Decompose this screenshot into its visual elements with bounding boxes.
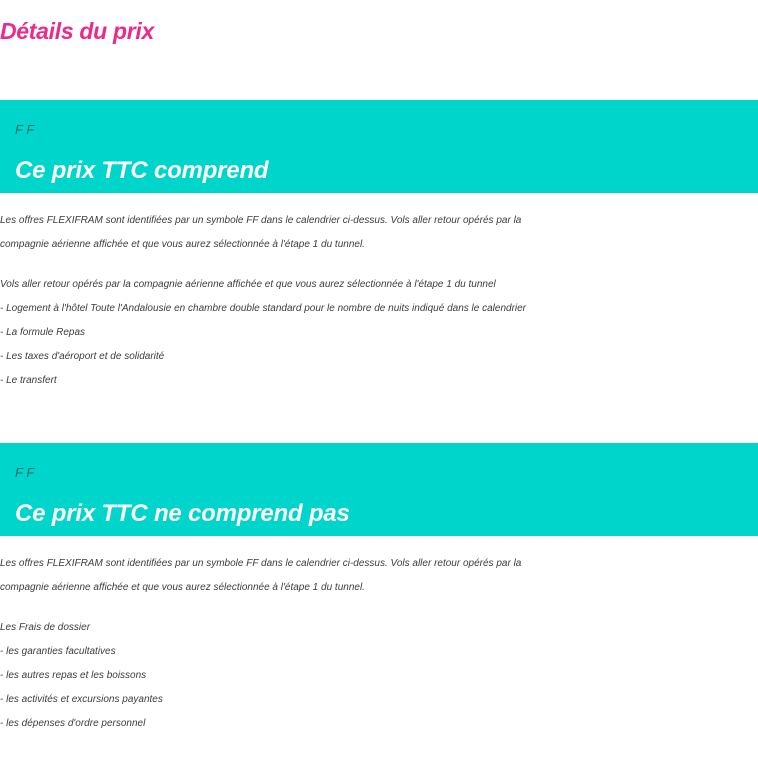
list-item: - Les taxes d'aéroport et de solidarité [0, 351, 165, 362]
excluded-section-header [0, 443, 758, 536]
excluded-intro [0, 552, 758, 600]
list-item: - Logement à l'hôtel Toute l'Andalousie en chambre double standard pour le nombre de nuits indiqué dans le calendrier [0, 303, 527, 314]
list-item: - les activités et excursions payantes [0, 694, 163, 705]
included-list [0, 273, 758, 393]
list-item: - les autres repas et les boissons [0, 670, 147, 681]
ff-label: F F [15, 465, 35, 480]
list-item: - les dépenses d'ordre personnel [0, 718, 146, 729]
included-section-title: Ce prix TTC comprend [15, 157, 269, 184]
excluded-section-title: Ce prix TTC ne comprend pas [15, 500, 350, 527]
list-item: - La formule Repas [0, 327, 86, 338]
page-title: Détails du prix [0, 18, 154, 44]
intro-line: compagnie aérienne affichée et que vous aurez sélectionnée à l'étape 1 du tunnel. [0, 239, 365, 250]
list-item: Vols aller retour opérés par la compagnie aérienne affichée et que vous aurez sélectionnée à l'étape 1 du tunnel [0, 279, 496, 290]
included-intro [0, 209, 758, 257]
list-item: - les garanties facultatives [0, 646, 116, 657]
intro-line: Les offres FLEXIFRAM sont identifiées par un symbole FF dans le calendrier ci-dessus. Vols aller retour opérés par la [0, 215, 522, 226]
intro-line: compagnie aérienne affichée et que vous aurez sélectionnée à l'étape 1 du tunnel. [0, 582, 365, 593]
ff-label: F F [15, 122, 35, 137]
list-item: Les Frais de dossier [0, 622, 91, 633]
included-section-header [0, 100, 758, 193]
intro-line: Les offres FLEXIFRAM sont identifiées par un symbole FF dans le calendrier ci-dessus. Vols aller retour opérés par la [0, 558, 522, 569]
excluded-list [0, 616, 758, 736]
list-item: - Le transfert [0, 375, 57, 386]
